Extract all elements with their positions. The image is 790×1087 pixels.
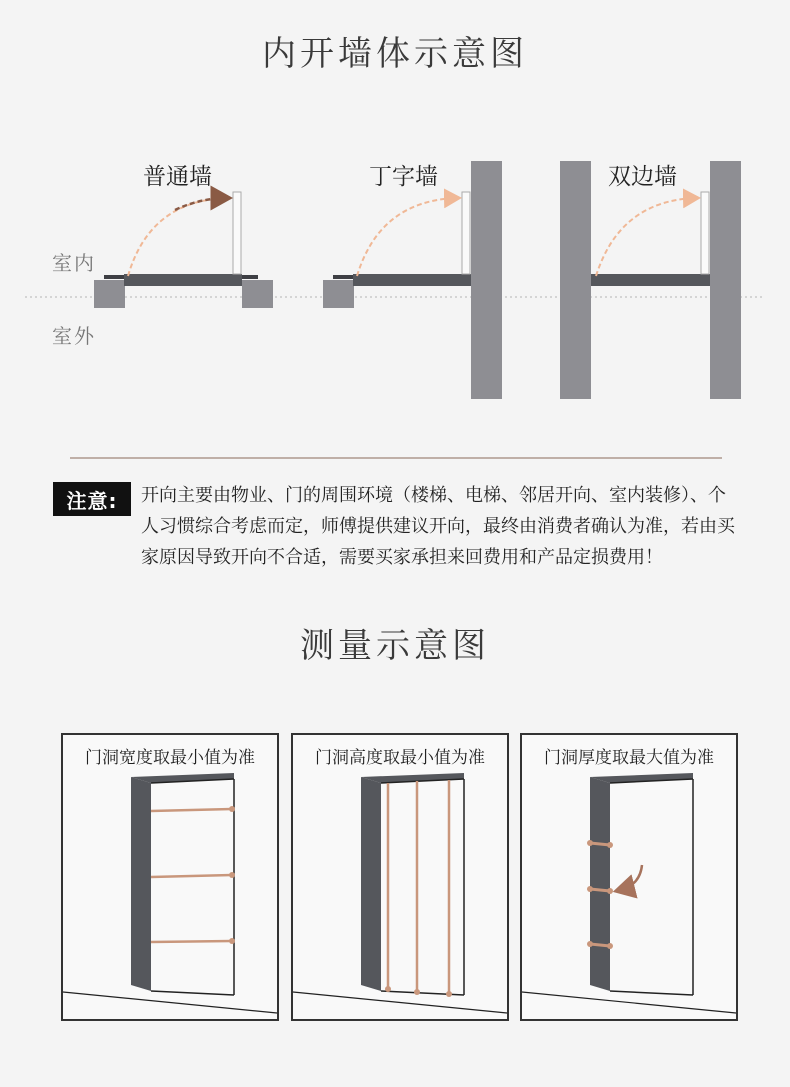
measure-point <box>607 943 613 949</box>
door-height-diagram <box>293 735 507 1019</box>
wall-block-right <box>242 280 273 308</box>
wall-label-normal: 普通墙 <box>143 164 212 190</box>
diagram-double-wall <box>560 161 741 399</box>
diagram-tee-wall <box>323 161 502 399</box>
measure-line <box>151 941 232 942</box>
measure-point <box>607 842 613 848</box>
door-jamb-left <box>590 777 610 991</box>
measure-point <box>587 840 593 846</box>
measure-card-title: 门洞厚度取最大值为准 <box>544 748 714 768</box>
measure-card-depth <box>520 733 738 1021</box>
pointer-arrow <box>620 865 642 890</box>
door-jamb-left <box>131 777 151 991</box>
wall-block-left <box>323 280 354 308</box>
wall-block-left <box>94 280 125 308</box>
door-leaf <box>462 192 470 274</box>
door-depth-diagram <box>522 735 736 1019</box>
measure-line <box>151 809 232 811</box>
door-leaf <box>701 192 709 274</box>
measure-card-title: 门洞高度取最小值为准 <box>315 748 485 768</box>
measure-card-title: 门洞宽度取最小值为准 <box>85 748 255 768</box>
door-width-diagram <box>63 735 277 1019</box>
wall-label-tee: 丁字墙 <box>369 164 438 190</box>
door-frame-line <box>151 991 234 995</box>
measure-point <box>414 989 420 995</box>
wall-label-double: 双边墙 <box>608 164 677 190</box>
measure-point <box>587 886 593 892</box>
floor-line <box>522 992 736 1013</box>
measure-point <box>229 806 235 812</box>
swing-arrow <box>357 198 458 276</box>
wall-column-right <box>471 161 502 399</box>
door-frame-line <box>610 991 693 995</box>
measure-title: 测量示意图 <box>300 626 490 666</box>
note-text: 开向主要由物业、门的周围环境（楼梯、电梯、邻居开向、室内装修）、个人习惯综合考虑而定，师傅提供建议开向，最终由消费者确认为准，若由买家原因导致开向不合适，需要买家承担来回费用和产品定损费用！ <box>141 485 735 568</box>
door-jamb-left <box>361 777 381 991</box>
door-leaf <box>233 192 241 274</box>
measure-point <box>229 872 235 878</box>
door-frame <box>591 274 710 286</box>
measure-point <box>446 991 452 997</box>
measure-line <box>590 889 610 891</box>
measure-point <box>385 986 391 992</box>
page-title: 内开墙体示意图 <box>262 34 528 74</box>
wall-diagrams <box>0 0 790 420</box>
measure-point <box>607 888 613 894</box>
measure-line <box>590 944 610 946</box>
measure-card-height <box>291 733 509 1021</box>
measure-line <box>151 875 232 877</box>
floor-line <box>63 992 277 1013</box>
label-inside: 室内 <box>52 251 96 275</box>
measure-point <box>587 941 593 947</box>
door-frame <box>124 274 242 286</box>
wall-column-right <box>710 161 741 399</box>
door-frame <box>353 274 471 286</box>
note-badge: 注意: <box>53 482 131 516</box>
measure-point <box>229 938 235 944</box>
label-outside: 室外 <box>52 324 96 348</box>
floor-line <box>293 992 507 1013</box>
measure-card-width <box>61 733 279 1021</box>
swing-arrow <box>596 198 697 276</box>
wall-column-left <box>560 161 591 399</box>
measure-line <box>590 843 610 845</box>
diagram-normal-wall <box>94 192 273 308</box>
